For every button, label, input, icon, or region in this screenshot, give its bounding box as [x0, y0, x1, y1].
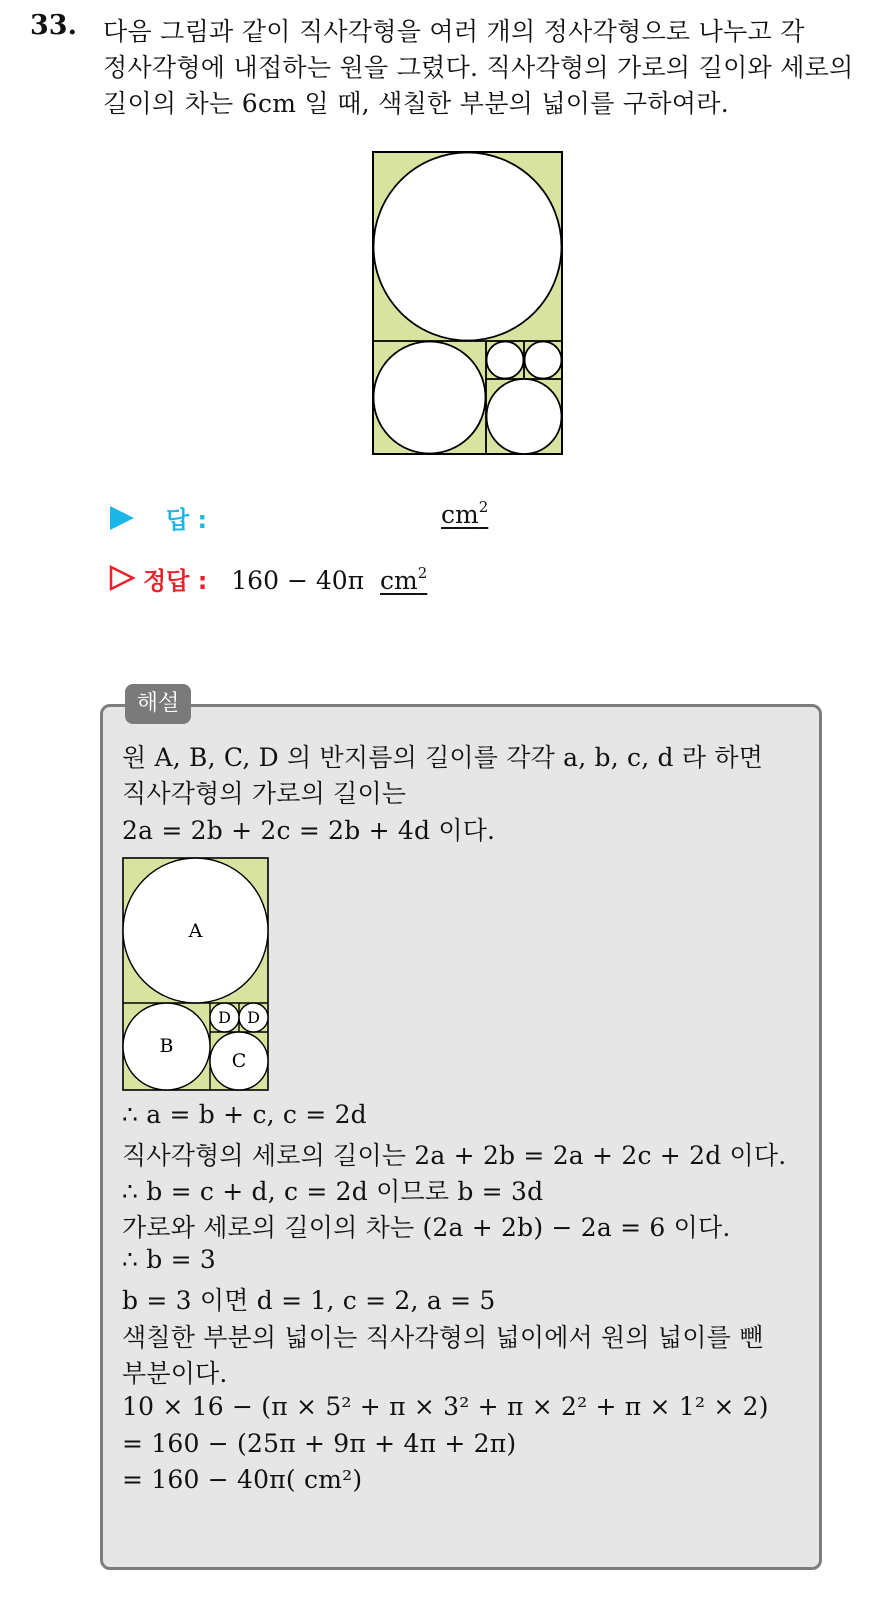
- circle-c-label: C: [231, 1050, 247, 1072]
- circle-a-label: A: [188, 920, 203, 942]
- question-line: 길이의 차는 6cm 일 때, 색칠한 부분의 넓이를 구하여라.: [103, 89, 729, 118]
- correct-answer-value: 160 − 40π: [231, 566, 365, 595]
- solution-line: ∴ b = c + d, c = 2d 이므로 b = 3d: [122, 1177, 544, 1206]
- solution-line: b = 3 이면 d = 1, c = 2, a = 5: [122, 1286, 496, 1315]
- correct-answer-unit: $cm^2$: [380, 564, 428, 595]
- question-line: 다음 그림과 같이 직사각형을 여러 개의 정사각형으로 나누고 각: [103, 17, 805, 46]
- answer-unit: $cm^2$: [441, 498, 489, 529]
- solution-line: ∴ a = b + c, c = 2d: [122, 1100, 367, 1129]
- circle-d-label: D: [247, 1008, 260, 1027]
- solution-tag: 해설: [125, 684, 191, 724]
- solution-line: 2a = 2b + 2c = 2b + 4d 이다.: [122, 816, 496, 845]
- solution-line: 가로와 세로의 길이의 차는 (2a + 2b) − 2a = 6 이다.: [122, 1213, 731, 1242]
- circle-d-label: D: [218, 1008, 231, 1027]
- solution-line: 직사각형의 가로의 길이는: [122, 779, 407, 808]
- solution-line: 원 A, B, C, D 의 반지름의 길이를 각각 a, b, c, d 라 하면: [122, 743, 764, 772]
- solution-line: 색칠한 부분의 넓이는 직사각형의 넓이에서 원의 넓이를 뺀: [122, 1323, 764, 1352]
- solution-line: ∴ b = 3: [122, 1245, 217, 1274]
- correct-answer-label: 정답 :: [143, 567, 208, 595]
- solution-line: 10 × 16 − (π × 5² + π × 3² + π × 2² + π × 1² × 2): [122, 1392, 769, 1421]
- answer-label: 답 :: [166, 506, 208, 534]
- question-number: 33.: [30, 10, 77, 41]
- question-line: 정사각형에 내접하는 원을 그렸다. 직사각형의 가로의 길이와 세로의: [103, 53, 854, 82]
- solution-line: 부분이다.: [122, 1359, 228, 1388]
- circle-b-label: B: [159, 1035, 174, 1057]
- solution-line: = 160 − 40π( cm²): [122, 1465, 363, 1494]
- solution-line: = 160 − (25π + 9π + 4π + 2π): [122, 1429, 517, 1458]
- solution-line: 직사각형의 세로의 길이는 2a + 2b = 2a + 2c + 2d 이다.: [122, 1141, 787, 1170]
